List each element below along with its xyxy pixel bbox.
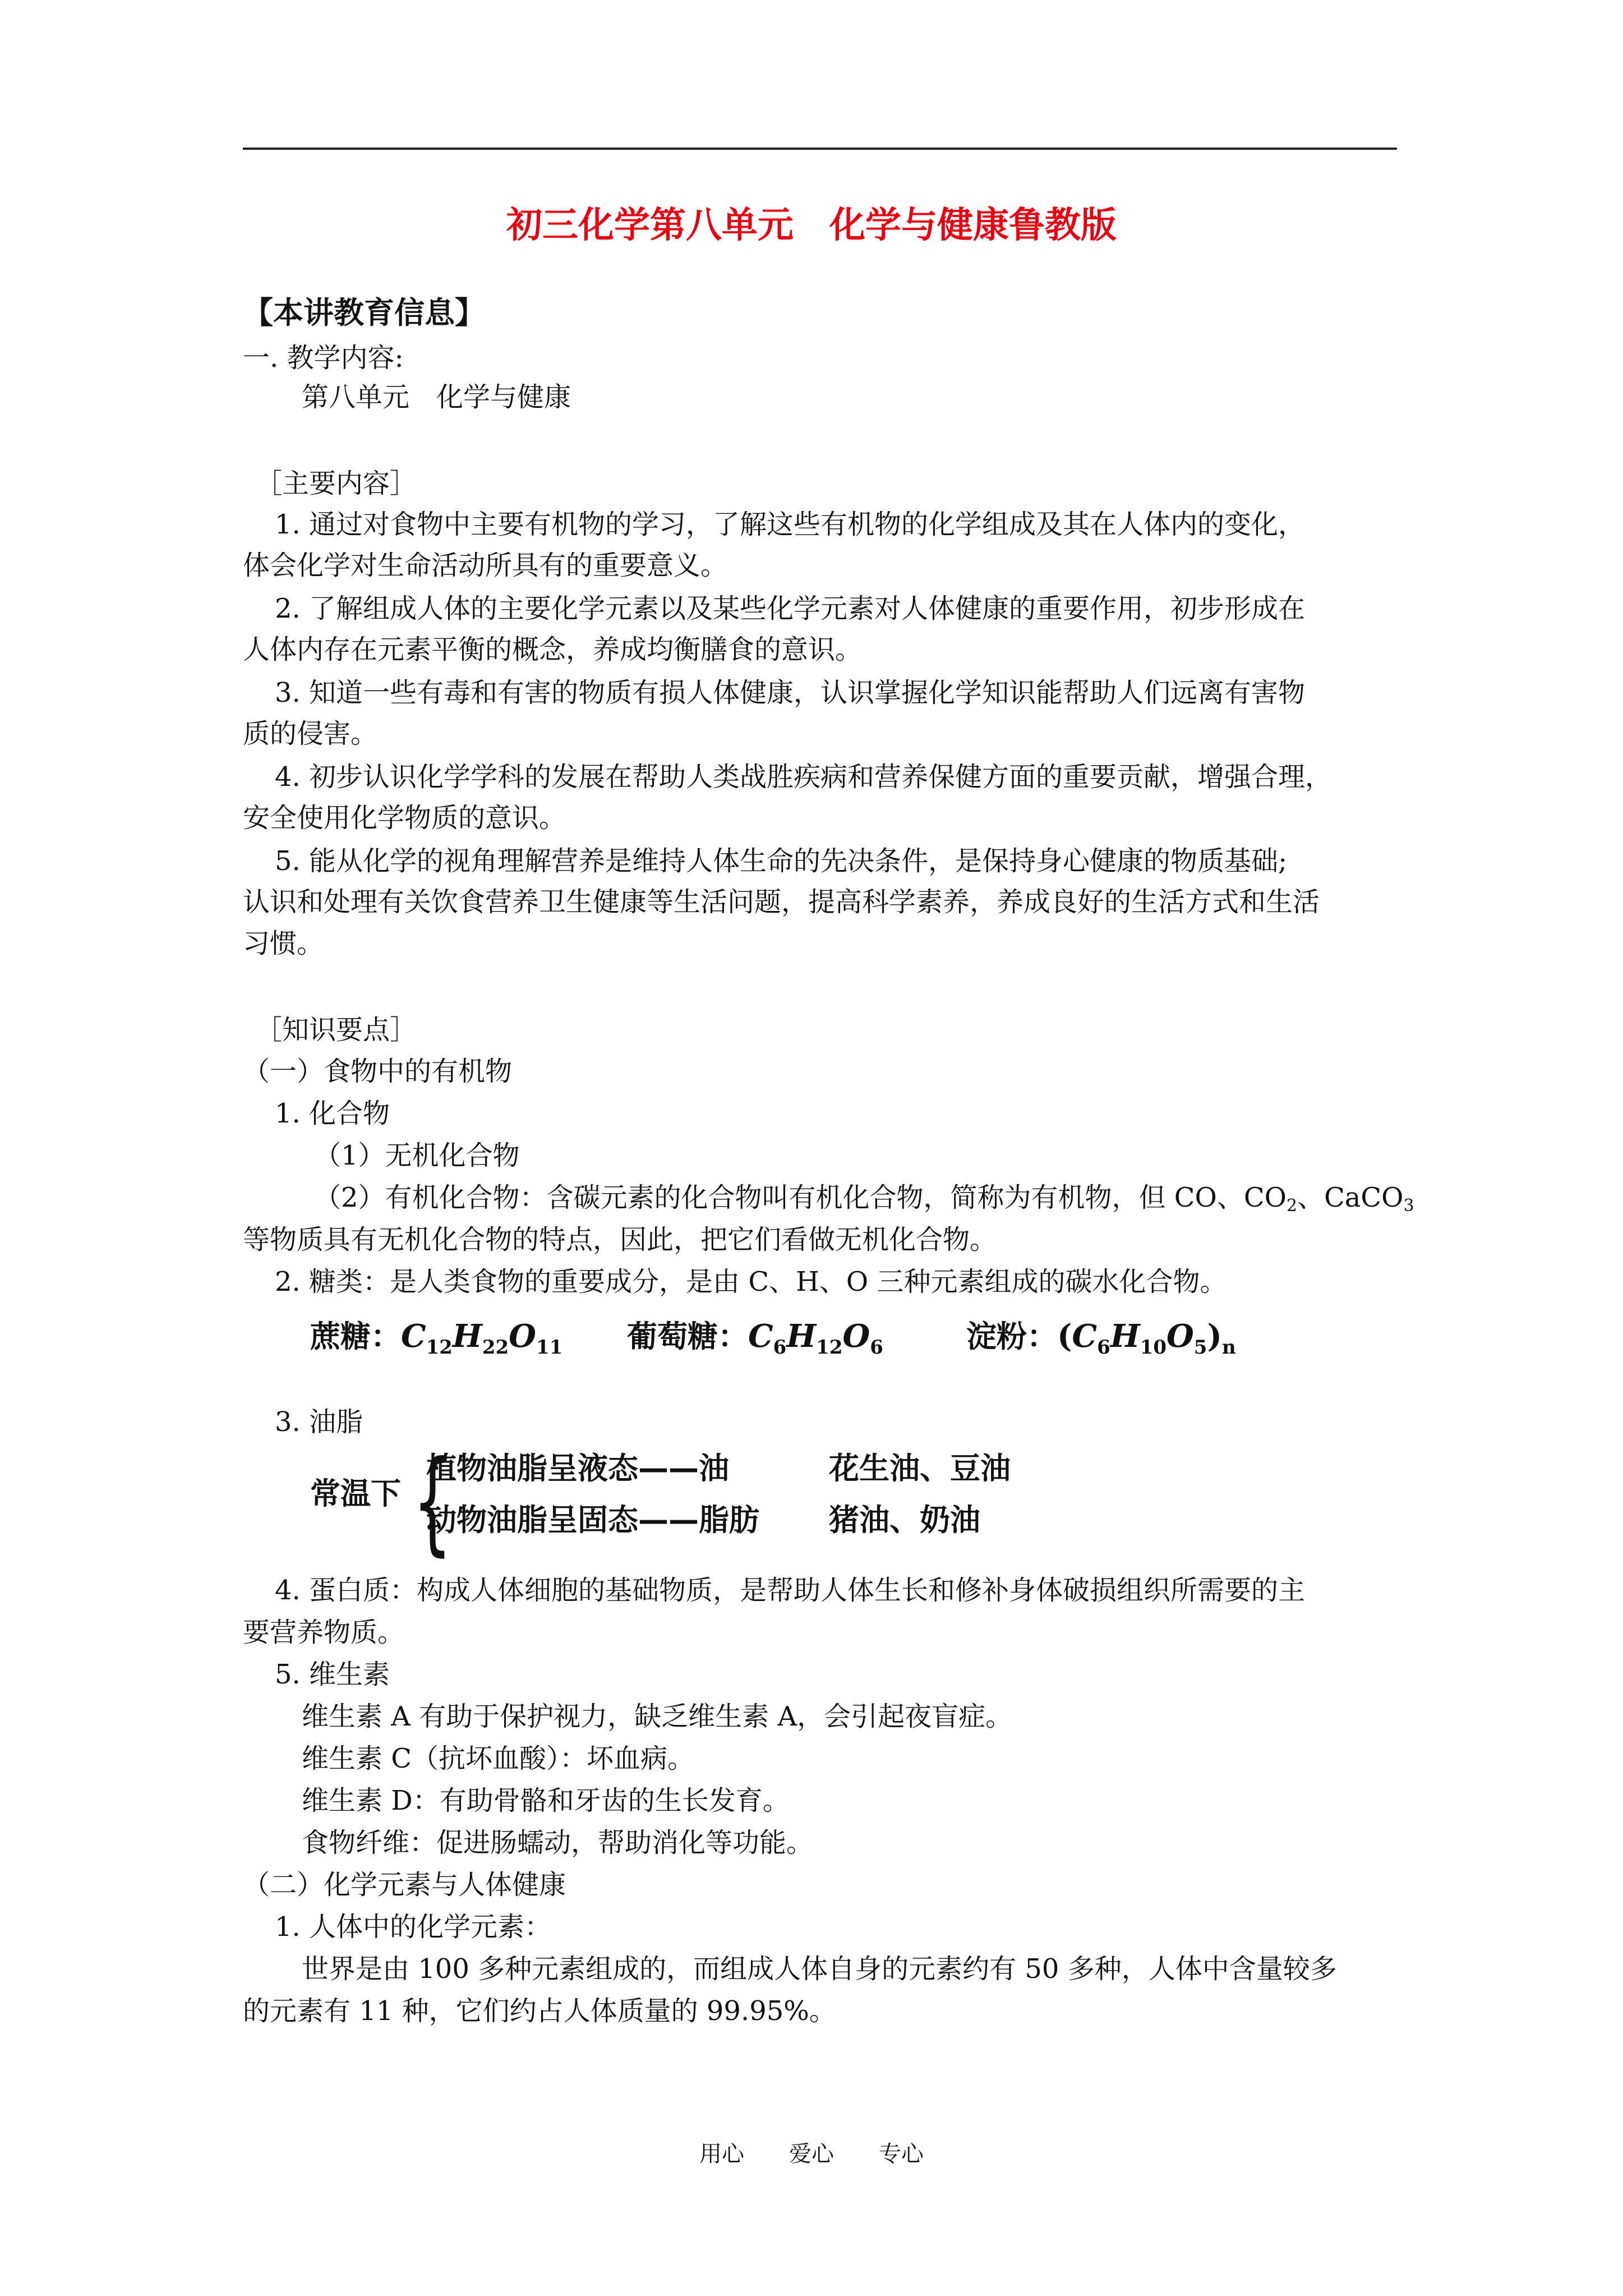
starch-label: 淀粉： — [966, 1319, 1057, 1354]
main-item-4b: 安全使用化学物质的意识。 — [243, 802, 566, 834]
item-organic-text-b: 、CaCO — [1297, 1182, 1404, 1213]
unit-title: 第八单元 化学与健康 — [302, 381, 571, 413]
main-item-1b: 体会化学对生命活动所具有的重要意义。 — [243, 550, 728, 581]
item-inorganic: （1）无机化合物 — [314, 1140, 520, 1171]
main-item-3a: 3. 知道一些有毒和有害的物质有损人体健康，认识掌握化学知识能帮助人们远离有害物 — [275, 677, 1306, 708]
document-title: 初三化学第八单元 化学与健康鲁教版 — [506, 205, 1117, 246]
main-item-5c: 习惯。 — [243, 928, 324, 959]
teach-content-label: 一. 教学内容: — [243, 342, 404, 374]
item-protein-b: 要营养物质。 — [243, 1617, 405, 1648]
main-item-3b: 质的侵害。 — [243, 718, 378, 749]
caco3-subscript: 3 — [1403, 1196, 1414, 1216]
item-elements: 1. 人体中的化学元素： — [275, 1911, 552, 1943]
vitamin-d: 维生素 D：有助骨骼和牙齿的生长发育。 — [302, 1785, 790, 1816]
fats-vegetable: 植物油脂呈液态——油 — [426, 1451, 729, 1486]
item-sugar: 2. 糖类：是人类食物的重要成分，是由 C、H、O 三种元素组成的碳水化合物。 — [275, 1266, 1227, 1297]
section-1-heading: （一）食物中的有机物 — [243, 1056, 513, 1087]
main-item-1a: 1. 通过对食物中主要有机物的学习，了解这些有机物的化学组成及其在人体内的变化， — [275, 509, 1306, 540]
fats-lead: 常温下 — [310, 1476, 401, 1511]
vitamin-a: 维生素 A 有助于保护视力，缺乏维生素 A，会引起夜盲症。 — [302, 1701, 1013, 1732]
fats-animal: 动物油脂呈固态——脂肪 — [426, 1502, 759, 1538]
header-rule — [243, 148, 1397, 150]
elements-line-2: 的元素有 11 种，它们约占人体质量的 99.95%。 — [243, 1995, 836, 2027]
fats-animal-example: 猪油、奶油 — [829, 1502, 980, 1538]
item-vitamin: 5. 维生素 — [275, 1659, 390, 1690]
starch-formula: 淀粉：$(C_6H_{10}O_5)_n$ — [966, 1318, 1236, 1359]
main-item-2a: 2. 了解组成人体的主要化学元素以及某些化学元素对人体健康的重要作用，初步形成在 — [275, 593, 1306, 624]
co2-subscript: 2 — [1286, 1196, 1298, 1216]
elements-line-1: 世界是由 100 多种元素组成的，而组成人体自身的元素约有 50 多种，人体中含量较多 — [302, 1953, 1337, 1985]
page-footer: 用心 爱心 专心 — [699, 2141, 924, 2167]
glucose-label: 葡萄糖： — [627, 1319, 748, 1354]
vitamin-c: 维生素 C（抗坏血酸）：坏血病。 — [302, 1743, 694, 1774]
dietary-fiber: 食物纤维：促进肠蠕动，帮助消化等功能。 — [302, 1827, 814, 1858]
brace-symbol: { — [413, 1437, 452, 1567]
item-organic-line2: 等物质具有无机化合物的特点，因此，把它们看做无机化合物。 — [243, 1224, 997, 1255]
main-heading: ［主要内容］ — [255, 468, 417, 499]
main-item-5b: 认识和处理有关饮食营养卫生健康等生活问题，提高科学素养，养成良好的生活方式和生活 — [243, 886, 1320, 918]
item-organic-text-a: （2）有机化合物：含碳元素的化合物叫有机化合物，简称为有机物，但 CO、CO — [314, 1182, 1287, 1213]
item-fats: 3. 油脂 — [275, 1406, 363, 1438]
section-2-heading: （二）化学元素与人体健康 — [243, 1869, 566, 1901]
info-heading: 【本讲教育信息】 — [243, 295, 485, 330]
item-organic — [314, 1181, 1414, 1223]
item-compound: 1. 化合物 — [275, 1098, 390, 1129]
fats-vegetable-example: 花生油、豆油 — [829, 1451, 1011, 1486]
glucose-formula: 葡萄糖：$C_6H_{12}O_6$ — [627, 1318, 883, 1359]
knowledge-heading: ［知识要点］ — [255, 1014, 417, 1046]
main-item-5a: 5. 能从化学的视角理解营养是维持人体生命的先决条件，是保持身心健康的物质基础; — [275, 845, 1288, 877]
main-item-2b: 人体内存在元素平衡的概念，养成均衡膳食的意识。 — [243, 634, 863, 665]
item-protein-a: 4. 蛋白质：构成人体细胞的基础物质，是帮助人体生长和修补身体破损组织所需要的主 — [275, 1575, 1306, 1606]
sucrose-label: 蔗糖： — [310, 1319, 401, 1354]
main-item-4a: 4. 初步认识化学学科的发展在帮助人类战胜疾病和营养保健方面的重要贡献，增强合理， — [275, 761, 1332, 793]
sucrose-formula: 蔗糖：$C_{12}H_{22}O_{11}$ — [310, 1318, 563, 1359]
